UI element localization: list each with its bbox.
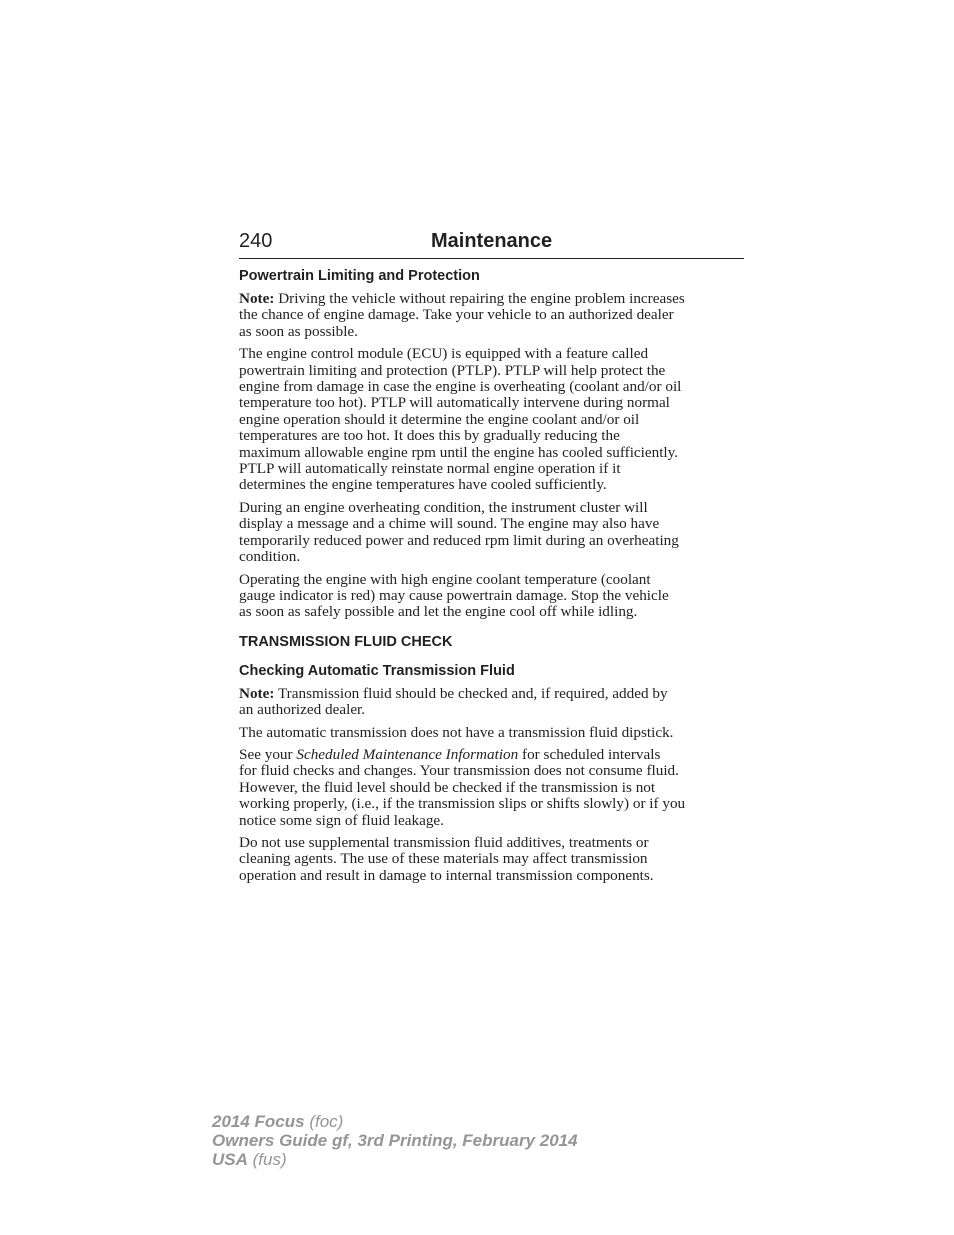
note-text: Transmission fluid should be checked and, if required, added by an authorized dealer.	[239, 684, 668, 719]
paragraph-intervals	[239, 747, 749, 829]
footer-model: 2014 Focus	[212, 1112, 305, 1131]
footer-region-code: (fus)	[247, 1150, 287, 1169]
page-content	[239, 266, 749, 884]
paragraph-overheating: During an engine overheating condition, the instrument cluster will display a message and a chime will sound. The engine may also have temporarily reduced power and reduced rpm limit during an overheating condition.	[239, 498, 679, 566]
footer-region: USA	[212, 1150, 248, 1169]
subsection-title-automatic: Checking Automatic Transmission Fluid	[239, 662, 515, 679]
page-footer	[212, 1112, 578, 1169]
note-text: Driving the vehicle without repairing the engine problem increases the chance of engine damage. Take your vehicle to an authorized dealer as soon as possible.	[239, 290, 685, 340]
reference-scheduled-maintenance: Scheduled Maintenance Information	[296, 745, 519, 763]
paragraph-rest: for scheduled intervals for fluid checks and changes. Your transmission does not consume fluid. However, the fluid level should be checked if the transmission is not working properly, (i.e., if the transmission slips or shifts slowly) or if you notice some sign of fluid leakage.	[239, 745, 686, 829]
footer-line-edition	[212, 1131, 578, 1150]
footer-line-model	[212, 1112, 578, 1131]
page-number: 240	[239, 230, 273, 252]
note-label: Note:	[239, 684, 275, 702]
footer-edition: Owners Guide gf, 3rd Printing, February 2014	[212, 1131, 578, 1150]
chapter-title: Maintenance	[431, 230, 553, 252]
note-transmission	[239, 686, 749, 719]
note-powertrain	[239, 291, 749, 340]
section-title-powertrain: Powertrain Limiting and Protection	[239, 268, 480, 284]
paragraph-additives: Do not use supplemental transmission fluid additives, treatments or cleaning agents. The use of these materials may affect transmission operation and result in damage to internal transmission components.	[239, 833, 654, 884]
footer-line-region	[212, 1150, 578, 1169]
section-title-transmission: TRANSMISSION FLUID CHECK	[239, 633, 453, 650]
paragraph-ptlp: The engine control module (ECU) is equipped with a feature called powertrain limiting and protection (PTLP). PTLP will help protect the engine from damage in case the engine is overheating (coolant and/or oil temperature too hot). PTLP will automatically intervene during normal engine operation should it determine the engine coolant and/or oil temperatures are too hot. It does this by gradually reducing the maximum allowable engine rpm until the engine has cooled sufficiently. PTLP will automatically reinstate normal engine operation if it determines the engine temperatures have cooled sufficiently.	[239, 345, 682, 494]
note-label: Note:	[239, 290, 275, 307]
paragraph-dipstick: The automatic transmission does not have a transmission fluid dipstick.	[239, 723, 674, 741]
footer-model-code: (foc)	[304, 1112, 344, 1131]
paragraph-prefix: See your	[239, 745, 297, 763]
page-header	[239, 228, 744, 259]
paragraph-coolant: Operating the engine with high engine coolant temperature (coolant gauge indicator is red) may cause powertrain damage. Stop the vehicle as soon as safely possible and let the engine cool off while idling.	[239, 570, 669, 621]
